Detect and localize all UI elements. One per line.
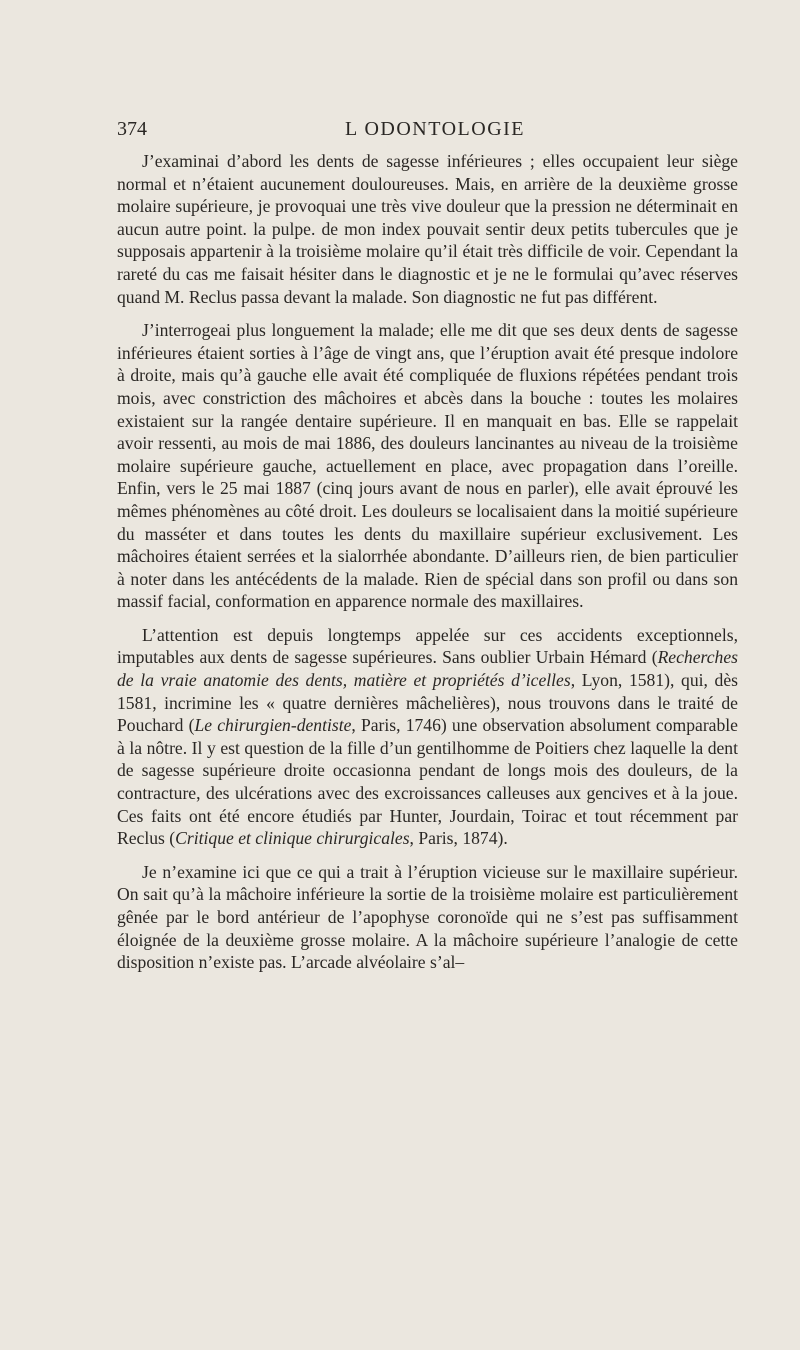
paragraph-text: J’examinai d’abord les dents de sagesse inférieures ; elles occupaient leur siège normal et n’étaient aucunement douloureuses. Mais, en arrière de la deuxième grosse molaire supérieure, je provoquai une très vive douleur que la pression ne déterminait en aucun autre point. la pulpe. de mon index pouvait sentir deux petits tubercules que je supposais appartenir à la troisième molaire qu’il était très difficile de voir. Cependant la rareté du cas me faisait hésiter dans le diagnostic et je ne le formulai qu’avec réserves quand M. Reclus passa devant la malade. Son diagnostic ne fut pas différent. [117, 151, 738, 307]
body-text [117, 150, 738, 974]
paragraph [117, 150, 738, 308]
page-header [117, 118, 737, 148]
citation-title: Le chirurgien-dentiste [194, 715, 352, 736]
paragraph-text: , Lyon, 1581), qui, dès 1581, incrimine les « quatre dernières mâchelières), nous trouvons dans le traité de Pouchard ( [117, 670, 738, 736]
paragraph [117, 624, 738, 850]
page-number: 374 [117, 118, 147, 140]
paragraph-text: , Paris, 1746) une observation absolument comparable à la nôtre. Il y est question de la fille d’un gentilhomme de Poitiers chez laquelle la dent de sagesse supérieure droite occasionna pendant de longs mois des douleurs, de la contracture, des ulcérations avec des excroissances calleuses aux gencives et à la joue. Ces faits ont été encore étudiés par Hunter, Jourdain, Toirac et tout récemment par Reclus ( [117, 715, 738, 849]
paragraph-text: Je n’examine ici que ce qui a trait à l’éruption vicieuse sur le maxillaire supérieur. On sait qu’à la mâchoire inférieure la sortie de la troisième molaire est particulièrement gênée par le bord antérieur de l’apophyse coronoïde qui ne s’est pas suffisamment éloignée de la deuxième grosse molaire. A la mâchoire supérieure l’analogie de cette disposition n’existe pas. L’arcade alvéolaire s’al– [117, 861, 738, 973]
running-title: L ODONTOLOGIE [344, 118, 526, 140]
citation-title: Critique et clinique chirurgicales [175, 828, 410, 849]
paragraph [117, 861, 738, 974]
paragraph [117, 319, 738, 613]
paragraph-text: L’attention est depuis longtemps appelée sur ces accidents exceptionnels, imputables aux dents de sagesse supérieures. Sans oublier Urbain Hémard ( [117, 624, 738, 668]
paragraph-text: J’interrogeai plus longuement la malade; elle me dit que ses deux dents de sagesse inférieures étaient sorties à l’âge de vingt ans, que l’éruption avait été presque indolore à droite, mais qu’à gauche elle avait été compliquée de fluxions répétées pendant trois mois, avec constriction des mâchoires et abcès dans la bouche : toutes les molaires existaient sur la rangée dentaire supérieure. Il en manquait en bas. Elle se rappelait avoir ressenti, au mois de mai 1886, des douleurs lancinantes au niveau de la troisième molaire supérieure gauche, actuellement en place, avec propagation dans l’oreille. Enfin, vers le 25 mai 1887 (cinq jours avant de nous en parler), elle avait éprouvé les mêmes phénomènes au côté droit. Les douleurs se localisaient dans la moitié supérieure du masséter et dans toutes les dents du maxillaire supérieur exclusivement. Les mâchoires étaient serrées et la sialorrhée abondante. D’ailleurs rien, de bien particulier à noter dans les antécédents de la malade. Rien de spécial dans son profil ou dans son massif facial, conformation en apparence normale des maxillaires. [117, 320, 738, 612]
paragraph-text: , Paris, 1874). [409, 828, 508, 849]
citation-title: Recherches de la vraie anatomie des dents, matière et propriétés d’icelles [117, 647, 738, 691]
